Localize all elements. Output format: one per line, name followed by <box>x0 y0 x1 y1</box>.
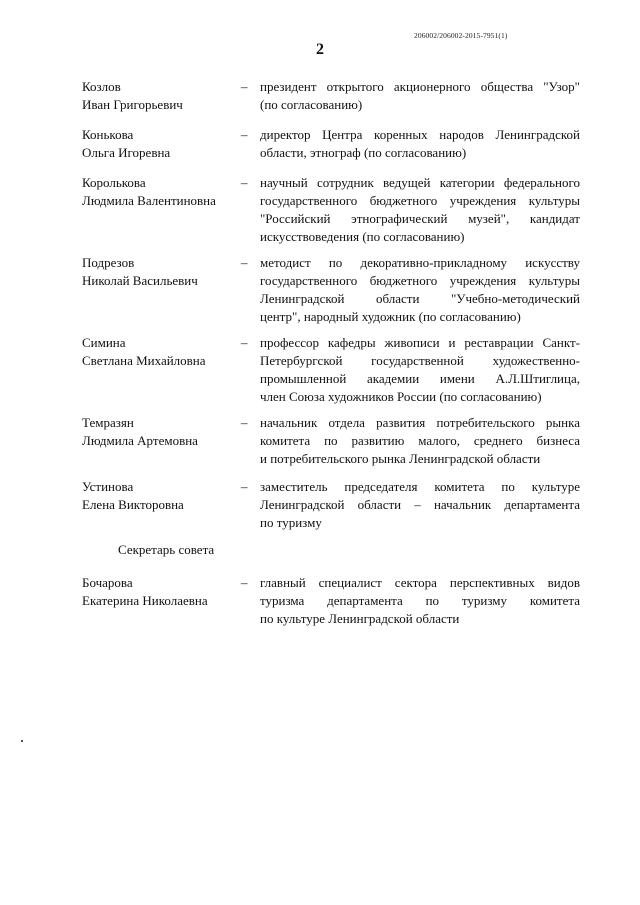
member-dash: – <box>241 175 248 190</box>
page-number: 2 <box>316 41 324 58</box>
position-line: Ленинградской области – начальник департамента <box>260 497 580 512</box>
member-dash: – <box>241 79 248 94</box>
scan-speck <box>21 740 23 742</box>
member-given-names: Елена Викторовна <box>82 497 184 512</box>
position-line: Ленинградской области "Учебно-методический <box>260 291 580 306</box>
member-name <box>82 478 232 514</box>
position-line: центр", народный художник (по согласованию) <box>260 309 521 324</box>
position-line: президент открытого акционерного общества "Узор" <box>260 79 580 94</box>
position-line: Петербургской государственной художественно- <box>260 353 580 368</box>
member-position <box>260 78 580 114</box>
position-line: государственного бюджетного учреждения культуры <box>260 193 580 208</box>
position-line: методист по декоративно-прикладному искусству <box>260 255 580 270</box>
member-name <box>82 254 232 290</box>
member-name <box>82 574 232 610</box>
position-line: по культуре Ленинградской области <box>260 611 460 626</box>
secretary-section-title: Секретарь совета <box>118 542 215 557</box>
member-name <box>82 334 232 370</box>
position-line: искусствоведения (по согласованию) <box>260 229 465 244</box>
position-line: член Союза художников России (по согласованию) <box>260 389 542 404</box>
member-position <box>260 254 580 326</box>
position-line: государственного бюджетного учреждения культуры <box>260 273 580 288</box>
member-name <box>82 414 232 450</box>
position-line: и потребительского рынка Ленинградской области <box>260 451 541 466</box>
member-surname: Темразян <box>82 415 134 430</box>
member-surname: Козлов <box>82 79 121 94</box>
member-dash: – <box>241 255 248 270</box>
member-name <box>82 126 232 162</box>
member-dash: – <box>241 479 248 494</box>
member-position <box>260 126 580 162</box>
member-surname: Устинова <box>82 479 134 494</box>
position-line: туризма департамента по туризму комитета <box>260 593 580 608</box>
member-given-names: Людмила Валентиновна <box>82 193 216 208</box>
member-surname: Бочарова <box>82 575 133 590</box>
position-line: "Российский этнографический музей", кандидат <box>260 211 580 226</box>
member-surname: Конькова <box>82 127 134 142</box>
member-position <box>260 478 580 532</box>
position-line: комитета по развитию малого, среднего бизнеса <box>260 433 580 448</box>
member-given-names: Иван Григорьевич <box>82 97 183 112</box>
member-dash: – <box>241 335 248 350</box>
position-line: директор Центра коренных народов Ленинградской <box>260 127 580 142</box>
member-given-names: Людмила Артемовна <box>82 433 198 448</box>
member-given-names: Екатерина Николаевна <box>82 593 208 608</box>
member-position <box>260 574 580 628</box>
position-line: области, этнограф (по согласованию) <box>260 145 467 160</box>
member-given-names: Николай Васильевич <box>82 273 198 288</box>
document-id: 206002/206002-2015-7951(1) <box>414 31 508 40</box>
position-line: (по согласованию) <box>260 97 363 112</box>
member-surname: Подрезов <box>82 255 135 270</box>
position-line: начальник отдела развития потребительского рынка <box>260 415 580 430</box>
member-dash: – <box>241 575 248 590</box>
member-dash: – <box>241 415 248 430</box>
position-line: профессор кафедры живописи и реставрации Санкт- <box>260 335 580 350</box>
member-name <box>82 78 232 114</box>
member-given-names: Светлана Михайловна <box>82 353 206 368</box>
member-position <box>260 174 580 246</box>
position-line: научный сотрудник ведущей категории федерального <box>260 175 580 190</box>
member-dash: – <box>241 127 248 142</box>
member-position <box>260 414 580 468</box>
member-given-names: Ольга Игоревна <box>82 145 171 160</box>
member-name <box>82 174 232 210</box>
position-line: заместитель председателя комитета по культуре <box>260 479 580 494</box>
member-surname: Симина <box>82 335 126 350</box>
member-position <box>260 334 580 406</box>
member-surname: Королькова <box>82 175 146 190</box>
position-line: по туризму <box>260 515 322 530</box>
position-line: главный специалист сектора перспективных видов <box>260 575 580 590</box>
position-line: промышленной академии имени А.Л.Штиглица, <box>260 371 580 386</box>
